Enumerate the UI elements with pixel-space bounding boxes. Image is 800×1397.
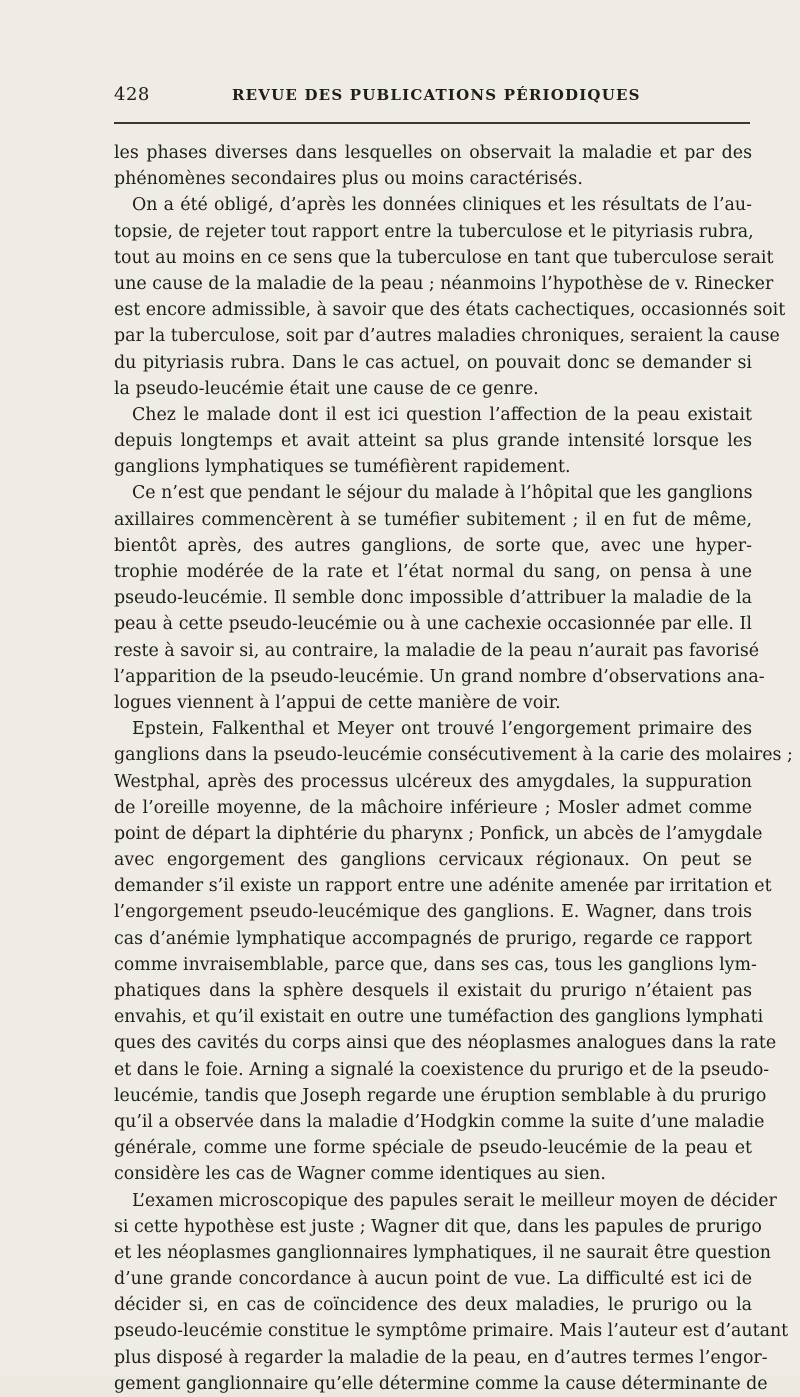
text-line: logues viennent à l’appui de cette manière de voir. xyxy=(114,692,561,713)
text-line: On a été obligé, d’après les données cliniques et les résultats de l’au- xyxy=(132,195,752,216)
text-line: la pseudo-leucémie était une cause de ce genre. xyxy=(114,378,539,399)
text-line: depuis longtemps et avait atteint sa plus grande intensité lorsque les xyxy=(114,431,752,452)
text-line: l’engorgement pseudo-leucémique des ganglions. E. Wagner, dans trois xyxy=(114,902,752,923)
text-line: Westphal, après des processus ulcéreux des amygdales, la suppuration xyxy=(114,771,752,792)
text-line: d’une grande concordance à aucun point de vue. La difficulté est ici de xyxy=(114,1269,752,1290)
text-line: générale, comme une forme spéciale de pseudo-leucémie de la peau et xyxy=(114,1138,752,1159)
text-line: cas d’anémie lymphatique accompagnés de prurigo, regarde ce rapport xyxy=(114,928,752,949)
text-line: une cause de la maladie de la peau ; néanmoins l’hypothèse de v. Rinecker xyxy=(114,273,774,294)
text-line: du pityriasis rubra. Dans le cas actuel, on pouvait donc se demander si xyxy=(114,352,752,373)
text-line: de l’oreille moyenne, de la mâchoire inférieure ; Mosler admet comme xyxy=(114,797,752,818)
page-header xyxy=(114,84,752,114)
text-line: demander s’il existe un rapport entre une adénite amenée par irritation et xyxy=(114,876,772,897)
text-line: et dans le foie. Arning a signalé la coexistence du prurigo et de la pseudo- xyxy=(114,1059,770,1080)
text-line: est encore admissible, à savoir que des états cachectiques, occasionnés soit xyxy=(114,300,786,321)
text-line: Chez le malade dont il est ici question l’affection de la peau existait xyxy=(132,404,752,425)
text-line: par la tuberculose, soit par d’autres maladies chroniques, seraient la cause xyxy=(114,326,780,347)
text-line: L’examen microscopique des papules serait le meilleur moyen de décider xyxy=(132,1190,777,1211)
text-line: gement ganglionnaire qu’elle détermine comme la cause déterminante de xyxy=(114,1373,768,1394)
text-line: ganglions dans la pseudo-leucémie consécutivement à la carie des molaires ; xyxy=(114,745,793,766)
running-title: REVUE DES PUBLICATIONS PÉRIODIQUES xyxy=(232,86,641,104)
text-line: avec engorgement des ganglions cervicaux régionaux. On peut se xyxy=(114,850,752,871)
text-line: tout au moins en ce sens que la tuberculose en tant que tuberculose serait xyxy=(114,247,774,268)
text-line: plus disposé à regarder la maladie de la peau, en d’autres termes l’engor- xyxy=(114,1347,768,1368)
text-line: ques des cavités du corps ainsi que des néoplasmes analogues dans la rate xyxy=(114,1033,777,1054)
header-rule xyxy=(114,122,750,124)
text-line: pseudo-leucémie constitue le symptôme primaire. Mais l’auteur est d’autant xyxy=(114,1321,789,1342)
text-line: peau à cette pseudo-leucémie ou à une cachexie occasionnée par elle. Il xyxy=(114,614,752,635)
text-line: leucémie, tandis que Joseph regarde une éruption semblable à du prurigo xyxy=(114,1085,767,1106)
text-line: ganglions lymphatiques se tuméfièrent rapidement. xyxy=(114,457,571,478)
text-line: Epstein, Falkenthal et Meyer ont trouvé l’engorgement primaire des xyxy=(132,719,752,740)
text-line: Ce n’est que pendant le séjour du malade à l’hôpital que les ganglions xyxy=(132,483,753,504)
page-number: 428 xyxy=(114,84,150,105)
text-line: si cette hypothèse est juste ; Wagner dit que, dans les papules de prurigo xyxy=(114,1216,762,1237)
text-line: axillaires commencèrent à se tuméfier subitement ; il en fut de même, xyxy=(114,509,752,530)
text-line: bientôt après, des autres ganglions, de sorte que, avec une hyper- xyxy=(114,535,752,556)
text-line: phénomènes secondaires plus ou moins caractérisés. xyxy=(114,169,583,190)
text-line: décider si, en cas de coïncidence des deux maladies, le prurigo ou la xyxy=(114,1295,752,1316)
text-line: phatiques dans la sphère desquels il existait du prurigo n’étaient pas xyxy=(114,981,752,1001)
text-line: comme invraisemblable, parce que, dans ses cas, tous les ganglions lym- xyxy=(114,954,757,975)
body-text xyxy=(114,140,793,1397)
text-line: reste à savoir si, au contraire, la maladie de la peau n’aurait pas favorisé xyxy=(114,640,760,661)
text-line: les phases diverses dans lesquelles on observait la maladie et par des xyxy=(114,143,752,163)
text-line: pseudo-leucémie. Il semble donc impossible d’attribuer la maladie de la xyxy=(114,588,752,609)
text-line: considère les cas de Wagner comme identiques au sien. xyxy=(114,1164,606,1185)
text-line: l’apparition de la pseudo-leucémie. Un grand nombre d’observations ana- xyxy=(114,666,765,687)
text-line: topsie, de rejeter tout rapport entre la tuberculose et le pityriasis rubra, xyxy=(114,221,754,242)
text-line: trophie modérée de la rate et l’état normal du sang, on pensa à une xyxy=(114,562,752,582)
text-line: envahis, et qu’il existait en outre une tuméfaction des ganglions lymphati xyxy=(114,1007,764,1028)
text-line: qu’il a observée dans la maladie d’Hodgkin comme la suite d’une maladie xyxy=(114,1111,765,1132)
text-line: point de départ la diphtérie du pharynx ; Ponfick, un abcès de l’amygdale xyxy=(114,823,763,844)
text-line: et les néoplasmes ganglionnaires lymphatiques, il ne saurait être question xyxy=(114,1242,771,1263)
